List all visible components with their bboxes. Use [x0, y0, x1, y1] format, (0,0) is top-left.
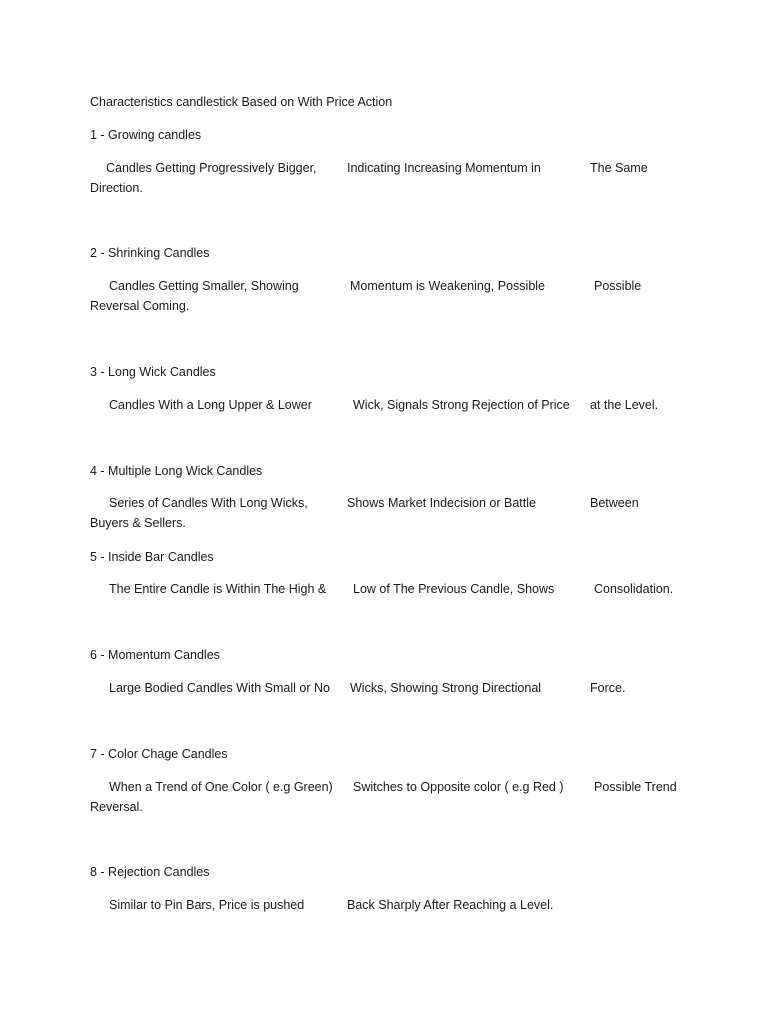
section-heading: 1 - Growing candles — [90, 128, 202, 142]
text-column-1: Candles With a Long Upper & Lower — [109, 398, 312, 412]
text-column-1: Similar to Pin Bars, Price is pushed — [109, 898, 305, 912]
text-column-2: Wicks, Showing Strong Directional — [350, 681, 542, 695]
text-column-2: Momentum is Weakening, Possible — [350, 279, 545, 293]
text-column-2: Switches to Opposite color ( e.g Red ) — [353, 780, 564, 794]
text-column-3: at the Level. — [590, 398, 659, 412]
text-column-1: When a Trend of One Color ( e.g Green) — [109, 780, 333, 794]
text-column-2: Shows Market Indecision or Battle — [347, 496, 536, 510]
section-text-line — [90, 579, 710, 599]
section-text-line — [90, 678, 710, 698]
section-heading: 4 - Multiple Long Wick Candles — [90, 464, 263, 478]
section-text-line — [90, 777, 710, 797]
text-column-2: Low of The Previous Candle, Shows — [353, 582, 555, 596]
section-text-line — [90, 895, 710, 915]
text-continuation: Direction. — [90, 181, 143, 195]
text-column-3: Possible Trend — [594, 780, 677, 794]
text-column-3: Consolidation. — [594, 582, 674, 596]
text-column-1: Candles Getting Smaller, Showing — [109, 279, 299, 293]
text-column-2: Back Sharply After Reaching a Level. — [347, 898, 554, 912]
text-column-3: The Same — [590, 161, 648, 175]
text-column-3: Between — [590, 496, 639, 510]
text-continuation: Reversal. — [90, 800, 143, 814]
text-continuation: Reversal Coming. — [90, 299, 190, 313]
section-text-line — [90, 276, 710, 296]
text-column-1: Series of Candles With Long Wicks, — [109, 496, 308, 510]
text-column-1: Large Bodied Candles With Small or No — [109, 681, 330, 695]
section-heading: 6 - Momentum Candles — [90, 648, 220, 662]
text-continuation: Buyers & Sellers. — [90, 516, 186, 530]
section-heading: 5 - Inside Bar Candles — [90, 550, 214, 564]
section-heading: 3 - Long Wick Candles — [90, 365, 216, 379]
section-text-line — [90, 493, 710, 513]
section-text-line — [90, 395, 710, 415]
section-heading: 8 - Rejection Candles — [90, 865, 210, 879]
text-column-2: Wick, Signals Strong Rejection of Price — [353, 398, 570, 412]
text-column-1: Candles Getting Progressively Bigger, — [106, 161, 317, 175]
text-column-2: Indicating Increasing Momentum in — [347, 161, 541, 175]
document-title: Characteristics candlestick Based on With Price Action — [90, 95, 393, 109]
text-column-1: The Entire Candle is Within The High & — [109, 582, 327, 596]
text-column-3: Possible — [594, 279, 642, 293]
text-column-3: Force. — [590, 681, 626, 695]
section-heading: 7 - Color Chage Candles — [90, 747, 228, 761]
section-heading: 2 - Shrinking Candles — [90, 246, 210, 260]
section-text-line — [90, 158, 710, 178]
